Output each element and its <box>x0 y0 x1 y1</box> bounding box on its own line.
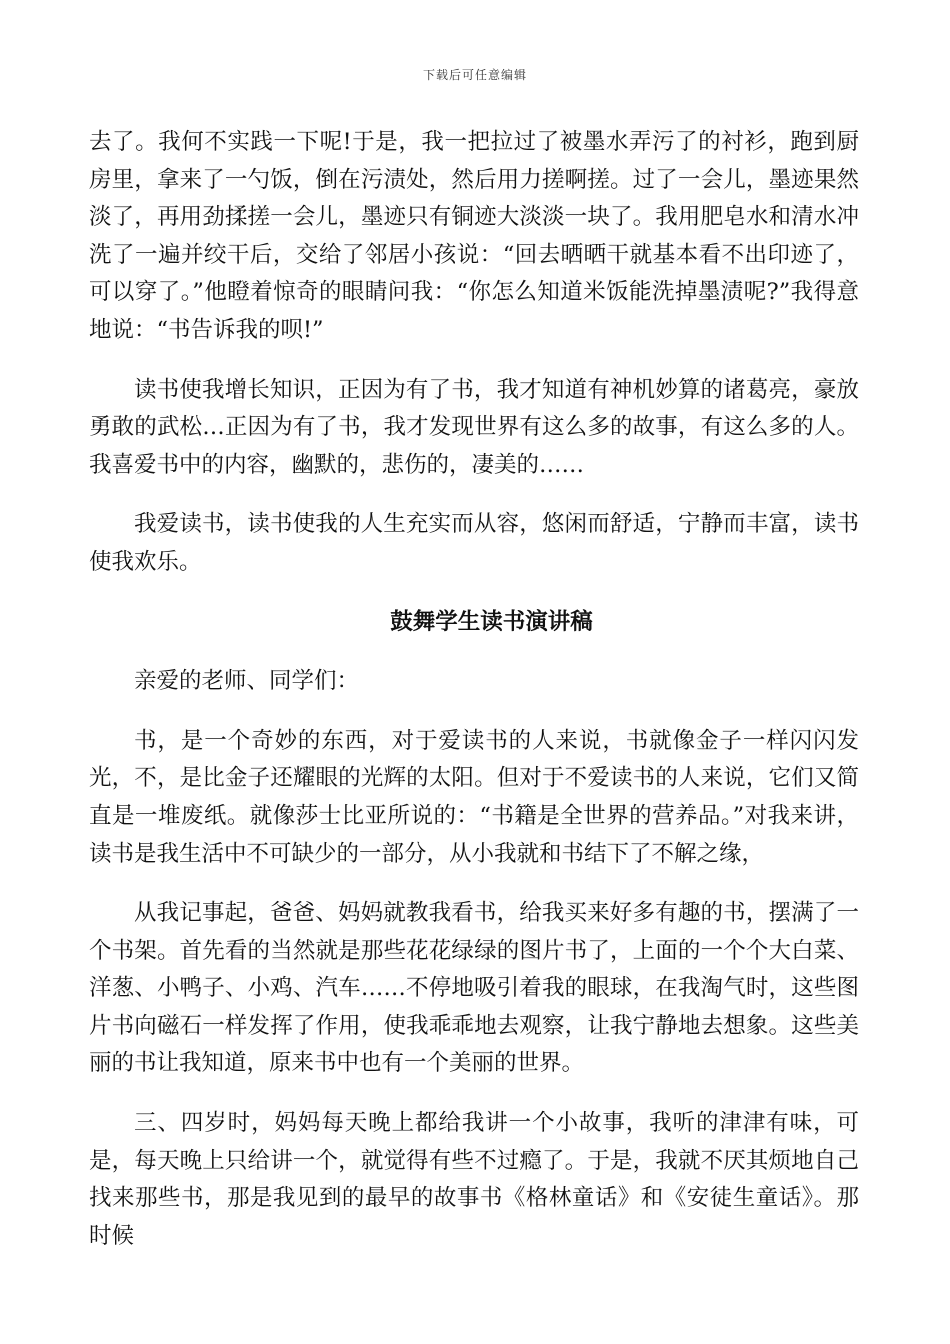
paragraph-gap <box>89 582 859 604</box>
paragraph-gap <box>89 1083 859 1105</box>
document-body <box>89 124 859 1255</box>
paragraph-picture-books: 从我记事起，爸爸、妈妈就教我看书，给我买来好多有趣的书，摆满了一个书架。首先看的当然就是那些花花绿绿的图片书了，上面的一个个大白菜、洋葱、小鸭子、小鸡、汽车……不停地吸引着我的眼球，在我淘气时，这些图片书向磁石一样发挥了作用，使我乖乖地去观察，让我宁静地去想象。这些美丽的书让我知道，原来书中也有一个美丽的世界。 <box>89 900 859 1077</box>
header-note: 下载后可任意编辑 <box>422 68 527 82</box>
paragraph-gap <box>89 701 859 723</box>
paragraph-love-reading: 我爱读书，读书使我的人生充实而从容，悠闲而舒适，宁静而丰富，读书使我欢乐。 <box>89 511 859 575</box>
paragraph-knowledge: 读书使我增长知识，正因为有了书，我才知道有神机妙算的诸葛亮，豪放勇敢的武松…正因为有了书，我才发现世界有这么多的故事，有这么多的人。我喜爱书中的内容，幽默的，悲伤的，凄美的…… <box>89 376 859 478</box>
paragraph-gap <box>89 873 859 895</box>
paragraph-ink-stain-story: 去了。我何不实践一下呢!于是，我一把拉过了被墨水弄污了的衬衫，跑到厨房里，拿来了一勺饭，倒在污渍处，然后用力搓啊搓。过了一会儿，墨迹果然淡了，再用劲揉搓一会儿，墨迹只有铜迹大淡淡一块了。我用肥皂水和清水冲洗了一遍并绞干后，交给了邻居小孩说：“回去晒晒干就基本看不出印迹了，可以穿了。”他瞪着惊奇的眼睛问我：“你怎么知道米饭能洗掉墨渍呢?”我得意地说：“书告诉我的呗!” <box>89 129 859 343</box>
paragraph-fairy-tales: 三、四岁时，妈妈每天晚上都给我讲一个小故事，我听的津津有味，可是，每天晚上只给讲一个，就觉得有些不过瘾了。于是，我就不厌其烦地自己找来那些书，那是我见到的最早的故事书《格林童话》和《安徒生童话》。那时候 <box>89 1110 859 1249</box>
speech-title: 鼓舞学生读书演讲稿 <box>390 608 593 635</box>
paragraph-gap <box>89 484 859 506</box>
paragraph-gap <box>89 350 859 372</box>
paragraph-gap <box>89 641 859 663</box>
salutation: 亲爱的老师、同学们： <box>134 668 360 695</box>
paragraph-books-gold: 书，是一个奇妙的东西，对于爱读书的人来说，书就像金子一样闪闪发光，不，是比金子还耀眼的光辉的太阳。但对于不爱读书的人来说，它们又简直是一堆废纸。就像莎士比亚所说的：“书籍是全世界的营养品。”对我来讲，读书是我生活中不可缺少的一部分，从小我就和书结下了不解之缘， <box>89 727 859 867</box>
